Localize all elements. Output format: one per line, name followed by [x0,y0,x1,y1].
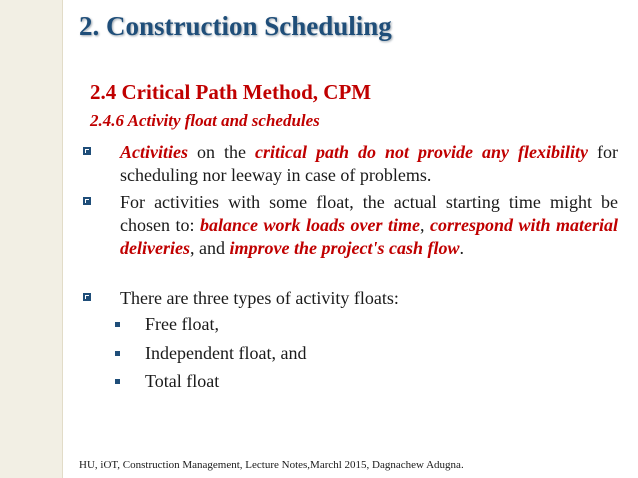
plain-text: on the [187,142,255,162]
bullet-text [120,141,618,187]
bullet-text [120,287,618,310]
plain-text: There are three types of activity floats: [120,288,399,308]
bullet-square-icon [83,293,91,301]
sub-bullet-total-float [115,371,219,392]
sub-bullet-square-icon [115,322,120,327]
plain-text: , [419,215,430,235]
subsection-heading: 2.4.6 Activity float and schedules [90,111,320,130]
sub-bullet-independent-float [115,343,306,364]
sub-bullet-text: Free float, [145,314,219,334]
bullet-text [120,191,618,260]
bullet-item-1 [83,141,618,187]
emphasis-text: Activities [120,142,188,162]
slide-title: 2. Construction Scheduling [79,11,392,41]
bullet-item-2 [83,191,618,260]
plain-text: . [459,238,464,258]
plain-text: For activities with some float, the actual starting time might be chosen to: [120,192,618,235]
plain-text: for scheduling nor leeway in case of problems. [120,142,618,185]
section-heading: 2.4 Critical Path Method, CPM [90,80,372,104]
stripe-divider [62,0,63,478]
plain-text: , and [189,238,230,258]
bullet-item-3 [83,287,618,310]
sub-bullet-square-icon [115,379,120,384]
sub-bullet-square-icon [115,351,120,356]
emphasis-text: improve the project's cash flow [229,238,460,258]
footer-citation: HU, iOT, Construction Management, Lecture Notes,Marchl 2015, Dagnachew Adugna. [79,459,464,471]
bullet-square-icon [83,147,91,155]
emphasis-text: correspond with material deliveries [120,215,618,258]
emphasis-text: balance work loads over time [199,215,420,235]
emphasis-text: critical path do not provide any flexibility [254,142,588,162]
sub-bullet-free-float [115,314,219,335]
left-decorative-stripe [0,0,62,478]
sub-bullet-text: Independent float, and [145,343,307,363]
sub-bullet-text: Total float [145,371,220,391]
bullet-square-icon [83,197,91,205]
